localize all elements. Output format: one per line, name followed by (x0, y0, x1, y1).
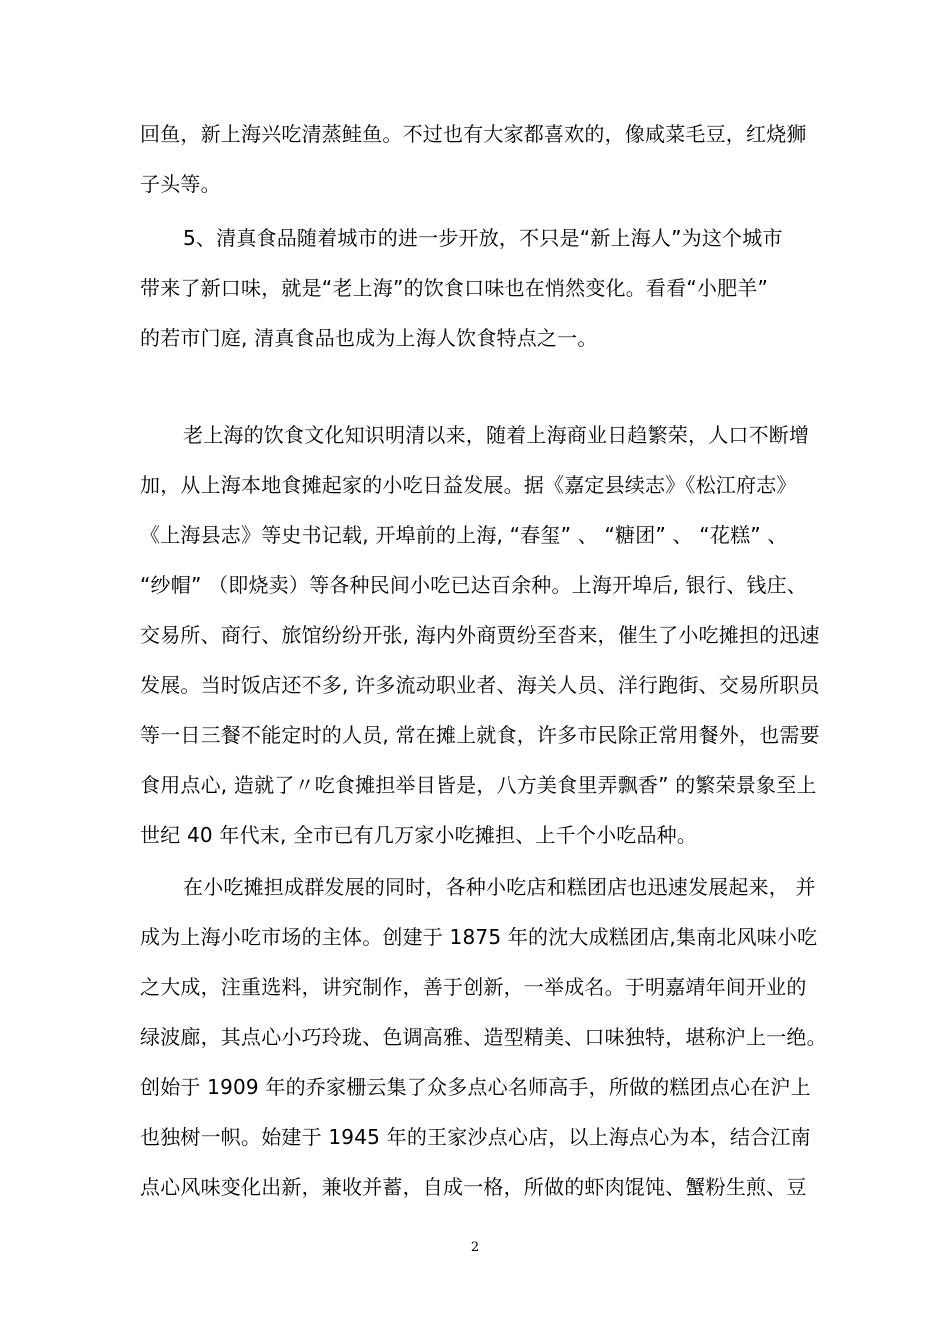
paragraph-line: 带来了新口味，就是“老上海”的饮食口味也在悄然变化。看看“小肥羊” (140, 276, 769, 300)
paragraph-line: 成为上海小吃市场的主体。创建于 1875 年的沈大成糕团店,集南北风味小吃 (140, 925, 818, 949)
page-number: 2 (470, 1240, 480, 1255)
paragraph-line: 《上海县志》等史书记载, 开埠前的上海, “春玺” 、 “糖团” 、 “花糕” 、 (140, 523, 788, 547)
paragraph-line: 世纪 40 年代末, 全市已有几万家小吃摊担、上千个小吃品种。 (140, 823, 698, 847)
paragraph-line: 子头等。 (140, 172, 221, 196)
paragraph-line: 回鱼，新上海兴吃清蒸鲑鱼。不过也有大家都喜欢的，像咸菜毛豆，红烧狮 (140, 122, 807, 146)
paragraph-line: 5、清真食品随着城市的进一步开放，不只是“新上海人”为这个城市 (183, 226, 783, 250)
paragraph-line: 绿波廊，其点心小巧玲珑、色调高雅、造型精美、口味独特，堪称沪上一绝。 (140, 1025, 827, 1049)
paragraph-line: 之大成，注重选料，讲究制作，善于创新，一举成名。于明嘉靖年间开业的 (140, 975, 807, 999)
paragraph-line: 食用点心, 造就了〃吃食摊担举目皆是，八方美食里弄飘香” 的繁荣景象至上 (140, 773, 817, 797)
paragraph-line: 发展。当时饭店还不多, 许多流动职业者、海关人员、洋行跑街、交易所职员 (140, 673, 820, 697)
paragraph-line: 在小吃摊担成群发展的同时，各种小吃店和糕团店也迅速发展起来， 并 (183, 875, 816, 899)
paragraph-line: “纱帽” （即烧卖）等各种民间小吃已达百余种。上海开埠后, 银行、钱庄、 (140, 573, 807, 597)
paragraph-line: 点心风味变化出新，兼收并蓄，自成一格，所做的虾肉馄饨、蟹粉生煎、豆 (140, 1175, 807, 1199)
paragraph-line: 的若市门庭, 清真食品也成为上海人饮食特点之一。 (140, 326, 598, 350)
paragraph-line: 也独树一帜。始建于 1945 年的王家沙点心店，以上海点心为本，结合江南 (140, 1125, 811, 1149)
paragraph-line: 创始于 1909 年的乔家栅云集了众多点心名师高手，所做的糕团点心在沪上 (140, 1075, 811, 1099)
paragraph-line: 加，从上海本地食摊起家的小吃日益发展。据《嘉定县续志》《松江府志》 (140, 473, 797, 497)
paragraph-line: 老上海的饮食文化知识明清以来，随着上海商业日趋繁荣，人口不断增 (183, 423, 810, 447)
paragraph-line: 等一日三餐不能定时的人员, 常在摊上就食，许多市民除正常用餐外，也需要 (140, 723, 820, 747)
paragraph-line: 交易所、商行、旅馆纷纷开张, 海内外商贾纷至沓来，催生了小吃摊担的迅速 (140, 623, 820, 647)
